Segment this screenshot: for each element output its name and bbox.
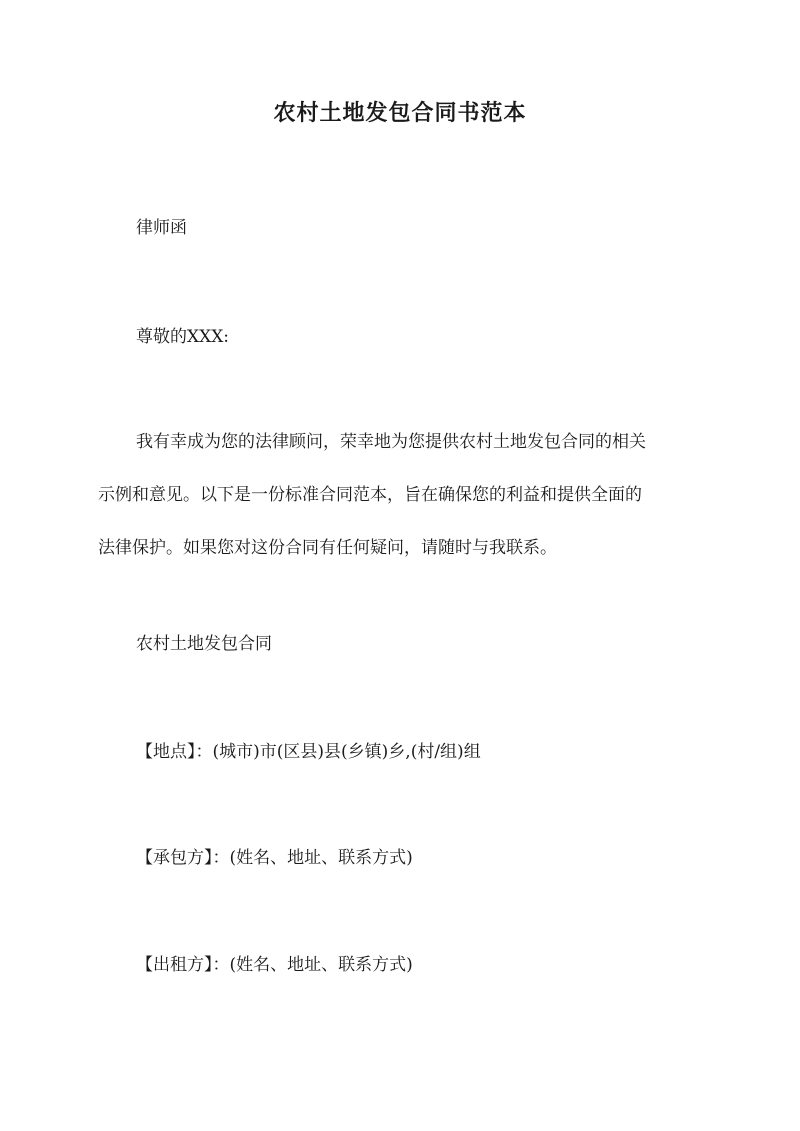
salutation: 尊敬的XXX:: [136, 327, 230, 347]
field-location: 【地点】：(城市)市(区县)县(乡镇)乡,(村/组)组: [136, 742, 481, 762]
contract-heading: 农村土地发包合同: [136, 634, 272, 654]
intro-line-2: 示例和意见。以下是一份标准合同范本，旨在确保您的利益和提供全面的: [98, 485, 642, 505]
document-title: 农村土地发包合同书范本: [273, 100, 527, 126]
field-contractor: 【承包方】：(姓名、地址、联系方式): [136, 848, 413, 868]
letter-heading: 律师函: [136, 218, 187, 238]
intro-paragraph: [98, 416, 718, 575]
intro-line-1: 我有幸成为您的法律顾问，荣幸地为您提供农村土地发包合同的相关: [136, 432, 646, 452]
intro-line-3: 法律保护。如果您对这份合同有任何疑问，请随时与我联系。: [98, 538, 557, 558]
field-lessor: 【出租方】：(姓名、地址、联系方式): [136, 955, 413, 975]
